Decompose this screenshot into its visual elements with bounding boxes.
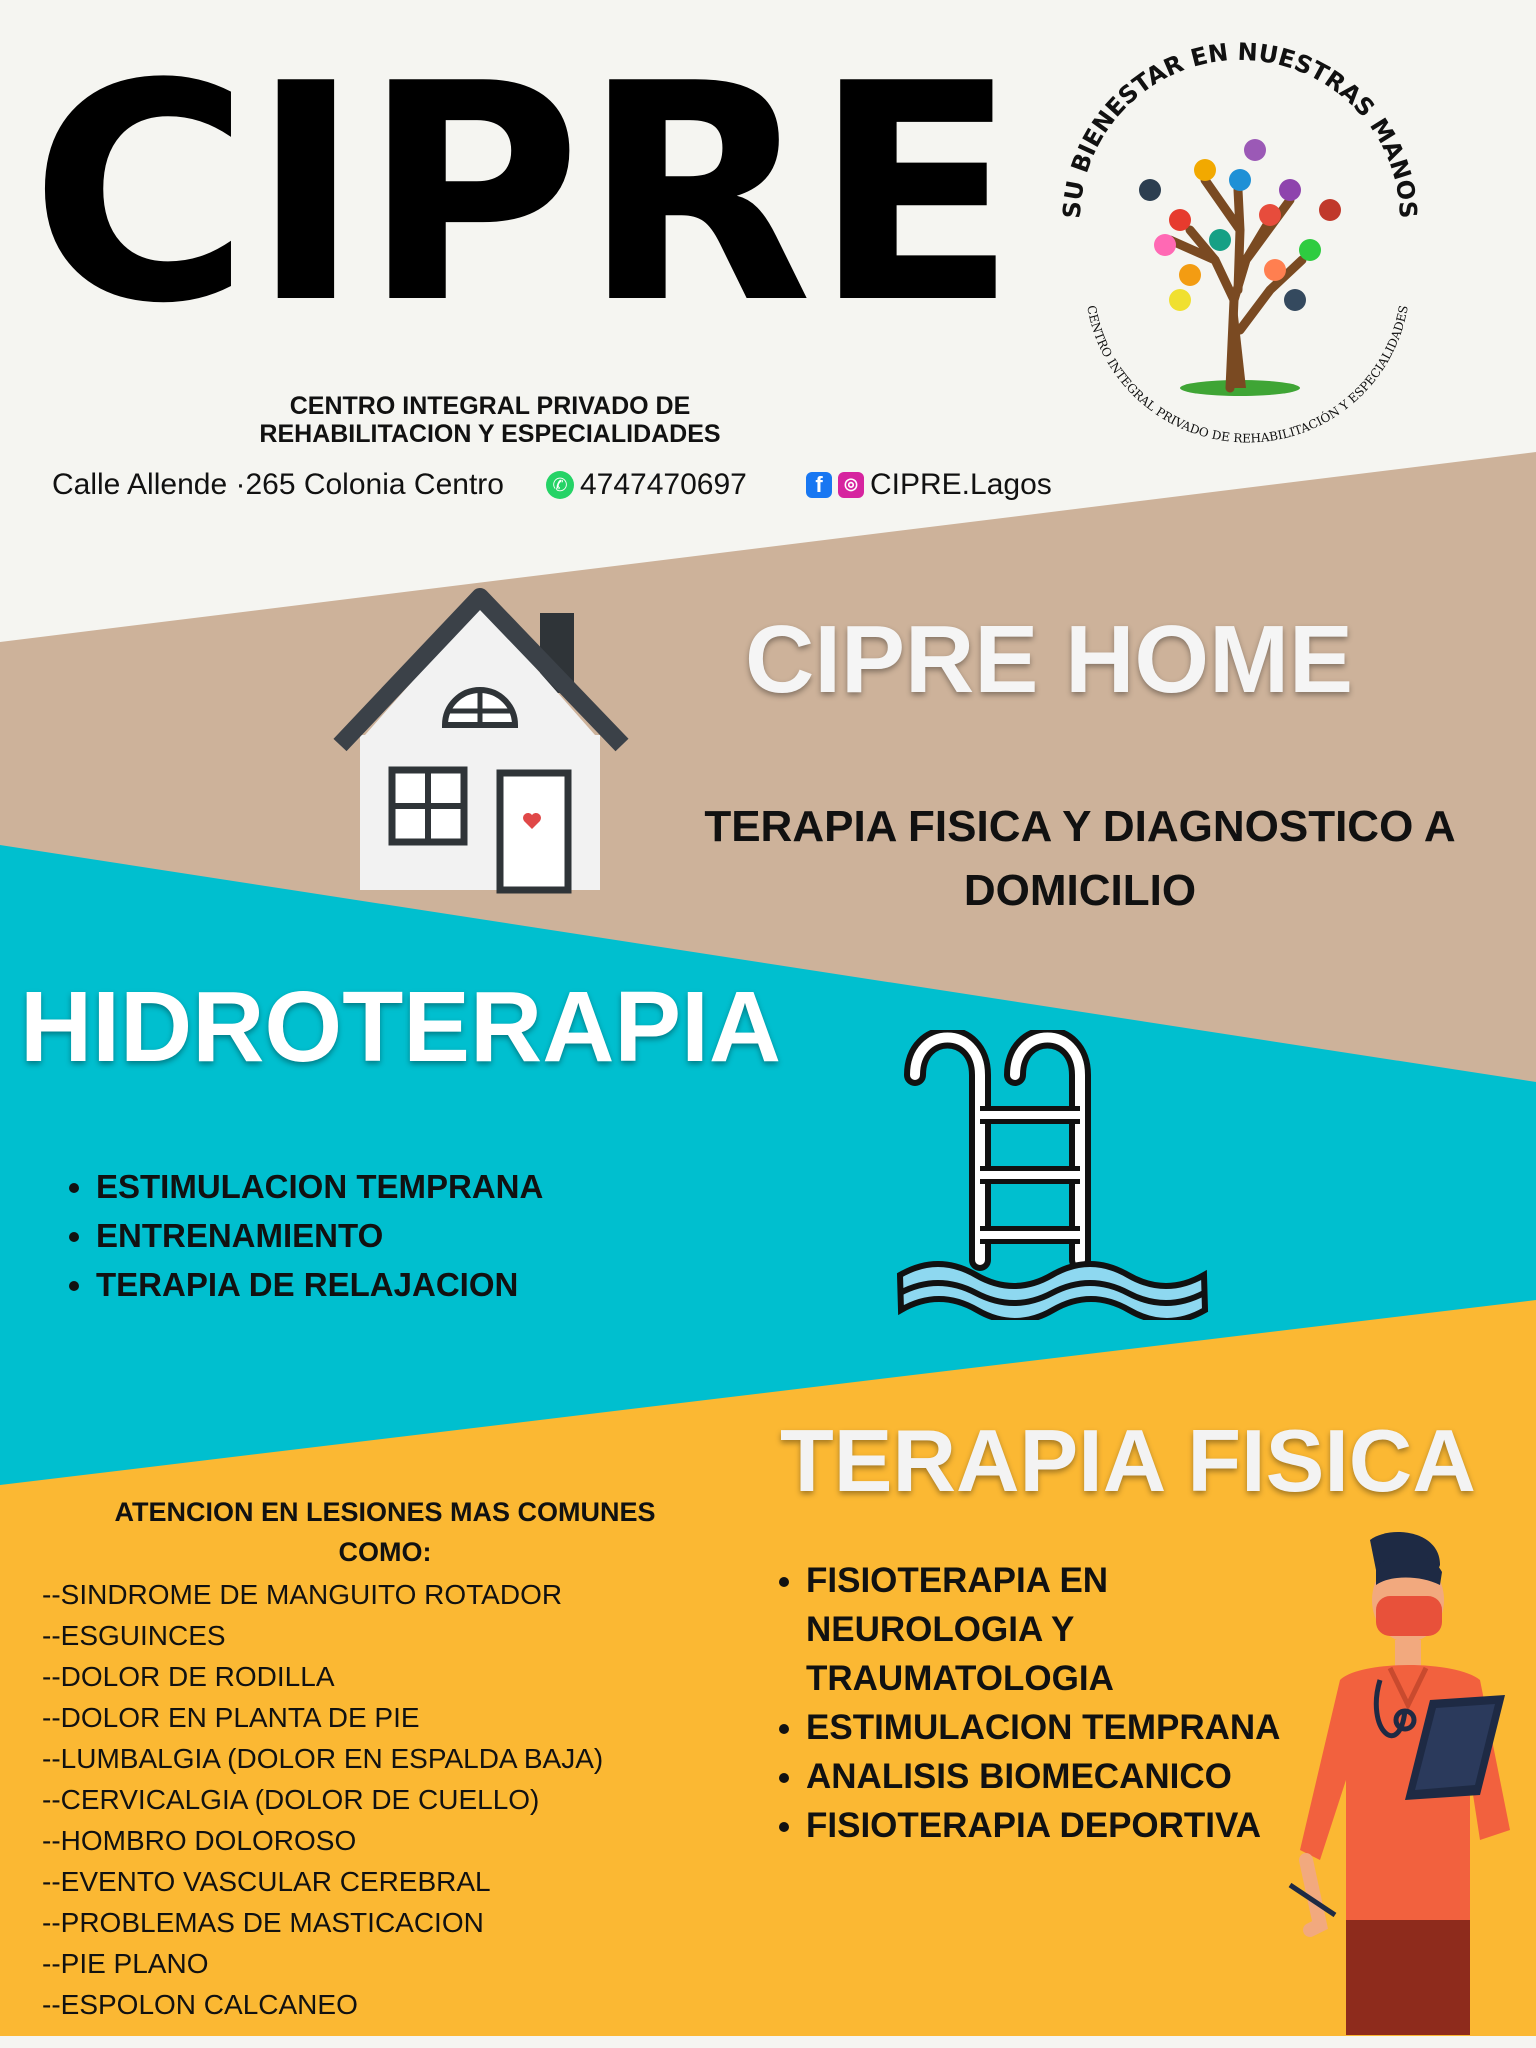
list-item: • FISIOTERAPIA EN NEUROLOGIA Y TRAUMATOLOGIA (806, 1556, 1326, 1703)
instagram-icon: ◎ (838, 472, 864, 498)
home-title: CIPRE HOME (745, 606, 1354, 713)
list-item: --LUMBALGIA (DOLOR EN ESPALDA BAJA) (42, 1743, 604, 1774)
lesions-heading (60, 1492, 710, 1572)
list-item: • ESTIMULACION TEMPRANA (806, 1703, 1426, 1752)
lesions-heading-line1: ATENCION EN LESIONES MAS COMUNES (114, 1497, 656, 1527)
hidroterapia-list (56, 1162, 543, 1309)
phone-contact (546, 468, 747, 502)
list-item: • FISIOTERAPIA DEPORTIVA (806, 1801, 1426, 1850)
brand-title: CIPRE (30, 20, 1018, 369)
phone-number: 4747470697 (580, 468, 747, 501)
hidroterapia-title: HIDROTERAPIA (20, 971, 782, 1083)
logo-emblem (1040, 30, 1440, 450)
list-item: --PROBLEMAS DE MASTICACION (42, 1907, 484, 1938)
lesions-list (42, 1574, 603, 2025)
list-item: --CERVICALGIA (DOLOR DE CUELLO) (42, 1784, 540, 1815)
list-item: --EVENTO VASCULAR CEREBRAL (42, 1866, 491, 1897)
list-item: --HOMBRO DOLOROSO (42, 1825, 357, 1856)
lesions-heading-line2: COMO: (338, 1537, 432, 1567)
social-handle: CIPRE.Lagos (870, 468, 1052, 501)
address: Calle Allende ·265 Colonia Centro (52, 468, 504, 501)
list-item: --ESPOLON CALCANEO (42, 1989, 358, 2020)
tree-icon (1139, 139, 1341, 396)
home-description-line2: DOMICILIO (963, 866, 1197, 915)
home-description-line1: TERAPIA FISICA Y DIAGNOSTICO A (704, 802, 1456, 851)
logo-bottom-arc-text: CENTRO INTEGRAL PRIVADO DE REHABILITACIÓN Y ESPECIALIDADES (1084, 304, 1411, 446)
terapia-fisica-title: TERAPIA FISICA (780, 1411, 1476, 1510)
center-name-line2: REHABILITACION Y ESPECIALIDADES (259, 420, 721, 448)
list-item: --SINDROME DE MANGUITO ROTADOR (42, 1579, 563, 1610)
list-item: --DOLOR EN PLANTA DE PIE (42, 1702, 420, 1733)
facebook-icon: f (806, 472, 832, 498)
list-item: --DOLOR DE RODILLA (42, 1661, 335, 1692)
list-item: • ESTIMULACION TEMPRANA (96, 1162, 543, 1211)
therapist-illustration (1280, 1530, 1536, 2035)
center-name (240, 392, 740, 448)
list-item: --PIE PLANO (42, 1948, 209, 1979)
pool-ladder-icon (895, 1030, 1210, 1320)
list-item: • TERAPIA DE RELAJACION (96, 1260, 543, 1309)
house-icon (330, 585, 630, 895)
list-item: • ANALISIS BIOMECANICO (806, 1752, 1426, 1801)
center-name-line1: CENTRO INTEGRAL PRIVADO DE (289, 392, 691, 420)
logo-top-arc-text: SU BIENESTAR EN NUESTRAS MANOS (1057, 37, 1423, 220)
list-item: • ENTRENAMIENTO (96, 1211, 543, 1260)
list-item: --ESGUINCES (42, 1620, 226, 1651)
social-contact (806, 468, 1052, 502)
home-description (630, 795, 1530, 923)
whatsapp-icon: ✆ (546, 471, 574, 499)
